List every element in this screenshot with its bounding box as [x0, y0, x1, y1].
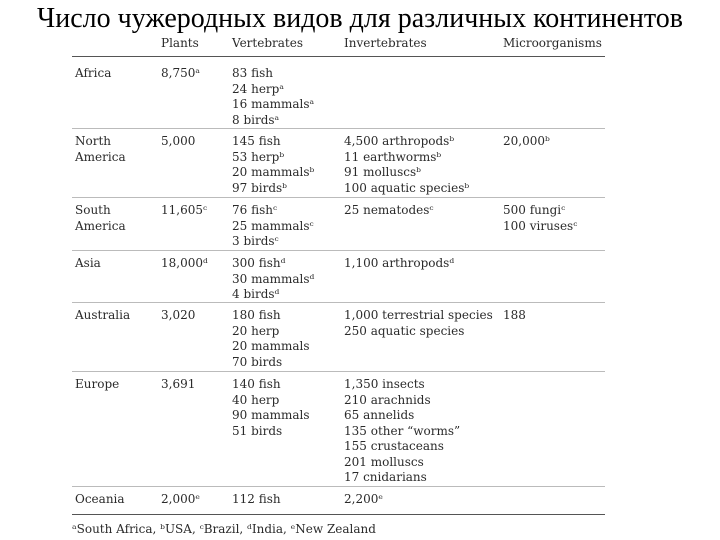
region-cell — [75, 256, 155, 272]
region-line: Africa — [75, 66, 112, 80]
region-cell — [75, 134, 155, 165]
microorganisms-cell — [503, 134, 605, 150]
invertebrates-cell — [344, 203, 499, 219]
invertebrates-cell — [344, 377, 499, 486]
region-line: South — [75, 203, 111, 217]
region-cell — [75, 308, 155, 324]
header-microorganisms: Microorganisms — [503, 36, 602, 50]
plants-line: 18,000ᵈ — [161, 256, 208, 270]
vertebrates-line: 70 birds — [232, 354, 283, 369]
invertebrates-line: 1,350 insects — [344, 377, 425, 391]
invertebrates-line: 11 earthwormsᵇ — [344, 149, 442, 164]
vertebrates-line: 20 mammals — [232, 339, 310, 353]
vertebrates-line: 51 birds — [232, 423, 283, 438]
microorganisms-line: 188 — [503, 308, 526, 322]
region-cell — [75, 492, 155, 508]
invertebrates-cell — [344, 492, 499, 508]
vertebrates-cell — [232, 377, 342, 439]
vertebrates-line: 30 mammalsᵈ — [232, 271, 315, 286]
row-separator — [72, 371, 605, 372]
region-line: North — [75, 134, 112, 148]
vertebrates-line: 8 birdsᵃ — [232, 112, 280, 127]
plants-cell — [161, 66, 231, 82]
vertebrates-line: 4 birdsᵈ — [232, 287, 280, 301]
vertebrates-line: 20 mammalsᵇ — [232, 165, 315, 179]
plants-line: 3,691 — [161, 377, 196, 391]
invertebrates-line: 155 crustaceans — [344, 439, 444, 453]
invertebrates-line: 1,100 arthropodsᵈ — [344, 256, 455, 270]
plants-line: 8,750ᵃ — [161, 66, 200, 80]
vertebrates-cell — [232, 134, 342, 196]
row-separator — [72, 302, 605, 303]
vertebrates-line: 40 herp — [232, 392, 280, 407]
region-line: Europe — [75, 377, 120, 391]
invertebrates-cell — [344, 308, 499, 339]
header-invertebrates: Invertebrates — [344, 36, 427, 50]
microorganisms-line: 100 virusesᶜ — [503, 218, 578, 233]
microorganisms-line: 500 fungiᶜ — [503, 203, 566, 217]
invertebrates-line: 2,200ᵉ — [344, 492, 383, 506]
region-line: America — [75, 218, 126, 233]
region-cell — [75, 66, 155, 82]
vertebrates-line: 180 fish — [232, 308, 281, 322]
vertebrates-line: 76 fishᶜ — [232, 203, 278, 217]
region-line: Australia — [75, 308, 131, 322]
page-title: Число чужеродных видов для различных континентов — [37, 3, 683, 34]
invertebrates-line: 17 cnidarians — [344, 470, 427, 484]
invertebrates-line: 1,000 terrestrial species — [344, 308, 493, 322]
bottom-rule — [72, 514, 605, 515]
vertebrates-line: 83 fish — [232, 66, 273, 80]
row-separator — [72, 197, 605, 198]
table-header — [72, 36, 605, 54]
plants-cell — [161, 203, 231, 219]
vertebrates-line: 25 mammalsᶜ — [232, 218, 314, 233]
region-cell — [75, 377, 155, 393]
row-separator — [72, 250, 605, 251]
vertebrates-cell — [232, 256, 342, 303]
microorganisms-cell — [503, 203, 605, 234]
header-plants: Plants — [161, 36, 199, 50]
invertebrates-line: 65 annelids — [344, 408, 415, 422]
vertebrates-line: 53 herpᵇ — [232, 149, 285, 164]
vertebrates-line: 20 herp — [232, 323, 280, 338]
invertebrates-line: 4,500 arthropodsᵇ — [344, 134, 455, 148]
plants-line: 5,000 — [161, 134, 196, 148]
vertebrates-line: 24 herpᵃ — [232, 81, 284, 96]
vertebrates-line: 3 birdsᶜ — [232, 234, 279, 248]
plants-cell — [161, 256, 231, 272]
invertebrates-line: 135 other “worms” — [344, 423, 461, 438]
invertebrates-line: 250 aquatic species — [344, 323, 465, 338]
plants-line: 2,000ᵉ — [161, 492, 200, 506]
vertebrates-line: 90 mammals — [232, 408, 310, 422]
vertebrates-line: 300 fishᵈ — [232, 256, 286, 270]
vertebrates-line: 140 fish — [232, 377, 281, 391]
vertebrates-line: 112 fish — [232, 492, 281, 506]
plants-line: 3,020 — [161, 308, 196, 322]
region-line: Oceania — [75, 492, 125, 506]
microorganisms-cell — [503, 308, 605, 324]
invertebrates-line: 25 nematodesᶜ — [344, 203, 434, 217]
vertebrates-cell — [232, 308, 342, 370]
vertebrates-line: 16 mammalsᵃ — [232, 97, 315, 111]
plants-cell — [161, 134, 231, 150]
invertebrates-line: 201 molluscs — [344, 454, 424, 469]
vertebrates-line: 97 birdsᵇ — [232, 180, 287, 195]
plants-cell — [161, 492, 231, 508]
vertebrates-cell — [232, 492, 342, 508]
invertebrates-line: 210 arachnids — [344, 392, 431, 407]
top-rule — [72, 56, 605, 57]
row-separator — [72, 486, 605, 487]
vertebrates-line: 145 fish — [232, 134, 281, 148]
region-line: Asia — [75, 256, 101, 270]
footnote: ᵃSouth Africa, ᵇUSA, ᶜBrazil, ᵈIndia, ᵉNew Zealand — [72, 522, 376, 536]
row-separator — [72, 128, 605, 129]
region-cell — [75, 203, 155, 234]
vertebrates-cell — [232, 66, 342, 128]
plants-cell — [161, 308, 231, 324]
invertebrates-cell — [344, 134, 499, 196]
plants-cell — [161, 377, 231, 393]
region-line: America — [75, 149, 126, 164]
invertebrates-line: 91 molluscsᵇ — [344, 165, 421, 179]
invertebrates-line: 100 aquatic speciesᵇ — [344, 180, 470, 195]
invertebrates-cell — [344, 256, 499, 272]
microorganisms-line: 20,000ᵇ — [503, 134, 550, 148]
header-vertebrates: Vertebrates — [232, 36, 303, 50]
plants-line: 11,605ᶜ — [161, 203, 208, 217]
vertebrates-cell — [232, 203, 342, 250]
